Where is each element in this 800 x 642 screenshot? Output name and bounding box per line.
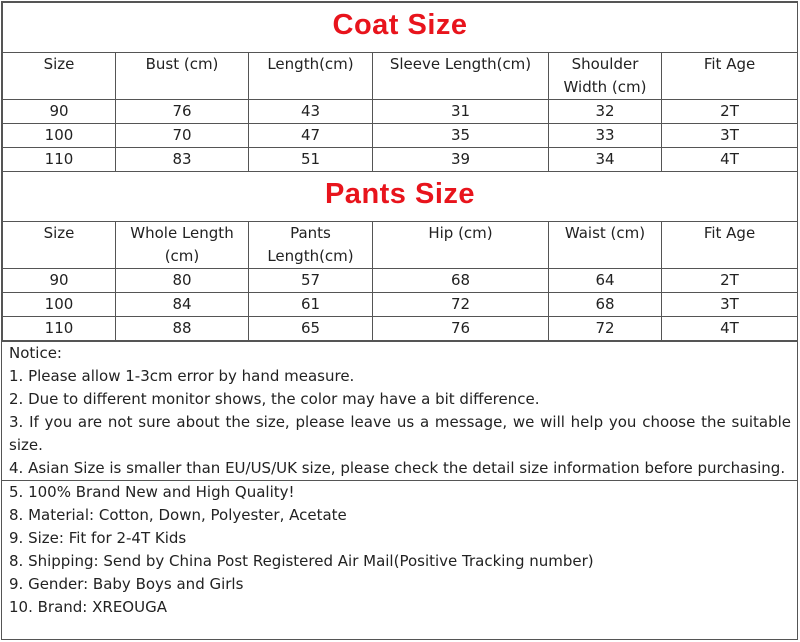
table-cell: 51 [249, 148, 373, 172]
table-cell: 61 [249, 293, 373, 317]
column-header: Length(cm) [249, 53, 373, 100]
notice-item: 4. Asian Size is smaller than EU/US/UK size, please check the detail size information before purchasing. [9, 459, 786, 477]
coat-size-title: Coat Size [3, 3, 798, 53]
column-header: Bust (cm) [116, 53, 249, 100]
table-cell: 110 [3, 148, 116, 172]
table-cell: 100 [3, 124, 116, 148]
table-cell: 34 [549, 148, 662, 172]
table-cell: 80 [116, 269, 249, 293]
coat-title-row [3, 3, 798, 53]
pants-size-table [2, 171, 798, 341]
table-cell: 57 [249, 269, 373, 293]
feature-item: 8. Shipping: Send by China Post Registered Air Mail(Positive Tracking number) [9, 552, 594, 570]
pants-size-title: Pants Size [3, 172, 798, 222]
table-cell: 72 [373, 293, 549, 317]
table-cell: 90 [3, 100, 116, 124]
column-header: Whole Length (cm) [116, 222, 249, 269]
column-header: Shoulder Width (cm) [549, 53, 662, 100]
table-row [3, 100, 798, 124]
table-cell: 31 [373, 100, 549, 124]
notice-item: 2. Due to different monitor shows, the color may have a bit difference. [9, 390, 540, 408]
table-cell: 65 [249, 317, 373, 341]
notice-item: 1. Please allow 1-3cm error by hand measure. [9, 367, 355, 385]
table-row [3, 124, 798, 148]
feature-item: 9. Size: Fit for 2-4T Kids [9, 529, 187, 547]
table-cell: 32 [549, 100, 662, 124]
column-header: Pants Length(cm) [249, 222, 373, 269]
table-cell: 47 [249, 124, 373, 148]
table-cell: 68 [373, 269, 549, 293]
table-row [3, 148, 798, 172]
table-cell: 83 [116, 148, 249, 172]
table-cell: 4T [662, 317, 798, 341]
table-cell: 35 [373, 124, 549, 148]
table-cell: 76 [373, 317, 549, 341]
column-header: Size [3, 53, 116, 100]
notice-item: 3. If you are not sure about the size, please leave us a message, we will help you choose the suitable size. [9, 413, 791, 454]
table-cell: 100 [3, 293, 116, 317]
table-cell: 39 [373, 148, 549, 172]
pants-header-row [3, 222, 798, 269]
feature-item: 5. 100% Brand New and High Quality! [9, 483, 295, 501]
table-row [3, 317, 798, 341]
table-cell: 43 [249, 100, 373, 124]
feature-item: 10. Brand: XREOUGA [9, 598, 167, 616]
column-header: Hip (cm) [373, 222, 549, 269]
feature-item: 8. Material: Cotton, Down, Polyester, Acetate [9, 506, 347, 524]
table-cell: 64 [549, 269, 662, 293]
table-cell: 76 [116, 100, 249, 124]
table-cell: 88 [116, 317, 249, 341]
column-header: Fit Age [662, 222, 798, 269]
features-block [2, 480, 797, 619]
notice-block [2, 342, 797, 480]
table-cell: 3T [662, 293, 798, 317]
table-row [3, 269, 798, 293]
table-cell: 90 [3, 269, 116, 293]
column-header: Waist (cm) [549, 222, 662, 269]
coat-header-row [3, 53, 798, 100]
table-cell: 110 [3, 317, 116, 341]
table-cell: 3T [662, 124, 798, 148]
notice-heading: Notice: [9, 344, 62, 362]
pants-title-row [3, 172, 798, 222]
table-cell: 2T [662, 100, 798, 124]
table-cell: 4T [662, 148, 798, 172]
column-header: Size [3, 222, 116, 269]
column-header: Fit Age [662, 53, 798, 100]
feature-item: 9. Gender: Baby Boys and Girls [9, 575, 244, 593]
table-cell: 84 [116, 293, 249, 317]
table-cell: 70 [116, 124, 249, 148]
table-cell: 33 [549, 124, 662, 148]
column-header: Sleeve Length(cm) [373, 53, 549, 100]
table-row [3, 293, 798, 317]
notes-section [2, 341, 797, 619]
size-chart-sheet [1, 1, 798, 640]
coat-size-table [2, 2, 798, 172]
table-cell: 2T [662, 269, 798, 293]
table-cell: 72 [549, 317, 662, 341]
table-cell: 68 [549, 293, 662, 317]
